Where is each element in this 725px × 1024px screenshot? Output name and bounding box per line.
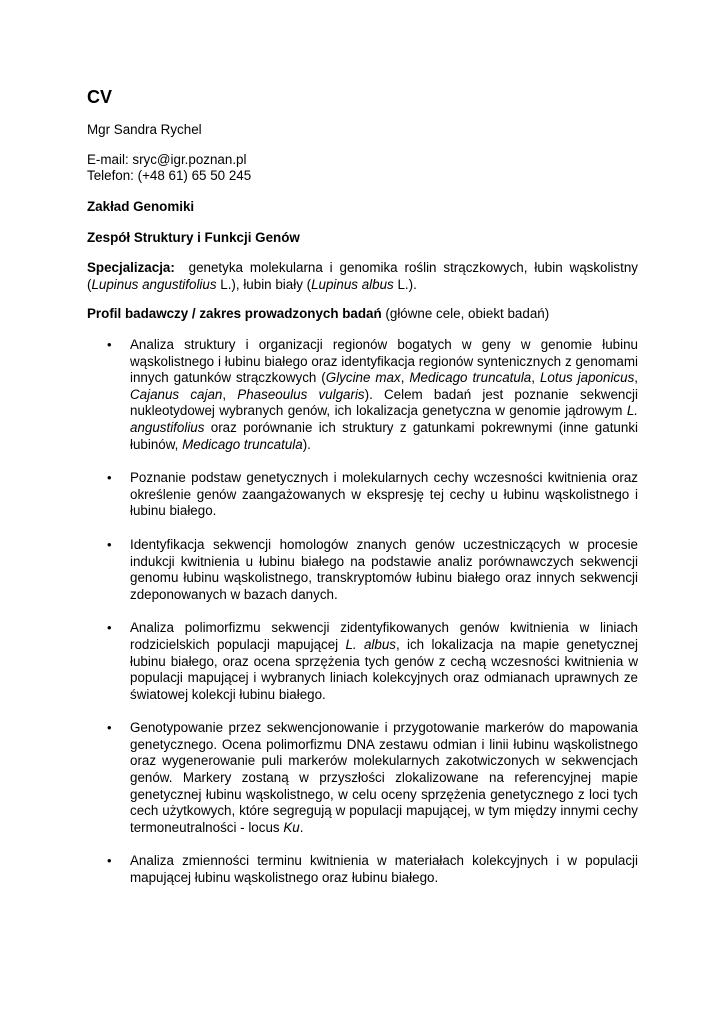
species-name: L. albus	[345, 636, 396, 652]
species-name: Ku	[283, 819, 300, 835]
profile-label: Profil badawczy / zakres prowadzonych badań	[87, 306, 382, 321]
page-title: CV	[87, 87, 113, 107]
bullet-text: Analiza polimorfizmu sekwencji zidentyfikowanych genów kwitnienia w liniach rodzicielskich populacji mapującej	[130, 620, 638, 652]
bullet-text: ).	[302, 436, 311, 452]
email-line: E-mail: sryc@igr.poznan.pl	[87, 152, 247, 167]
species-name: Lotus japonicus	[539, 370, 635, 386]
research-bullet-list	[87, 337, 638, 904]
list-item	[87, 337, 638, 453]
bullet-icon: •	[107, 470, 112, 486]
list-item	[87, 720, 638, 836]
list-item	[87, 537, 638, 603]
profile-note: (główne cele, obiekt badań)	[381, 306, 550, 321]
species-name: L. angustifolius	[130, 403, 638, 435]
person-name: Mgr Sandra Rychel	[87, 122, 202, 137]
bullet-text: .	[299, 819, 304, 835]
list-item	[87, 620, 638, 703]
bullet-icon: •	[107, 337, 112, 352]
bullet-text: Identyfikacja sekwencji homologów znanych genów uczestniczących w procesie indukcji kwitnienia u łubinu białego na podstawie analiz porównawczych sekwencji genomu łubinu wąskolistnego, transkryptomów łubinu białego oraz innych sekwencji zdeponowanych w bazach danych.	[130, 536, 638, 602]
team-heading: Zespół Struktury i Funkcji Genów	[87, 230, 300, 245]
species-name: Medicago truncatula	[409, 370, 532, 386]
department-heading: Zakład Genomiki	[87, 199, 195, 214]
bullet-icon: •	[107, 620, 112, 636]
species-name: Medicago truncatula	[182, 436, 303, 452]
bullet-text: Analiza struktury i organizacji regionów bogatych w geny w genomie łubinu wąskolistnego i łubinu białego oraz identyfikacja regionów syntenicznych z genomami innych gatunków strączkowych (	[130, 337, 638, 386]
bullet-text: Analiza zmienności terminu kwitnienia w materiałach kolekcyjnych i w populacji mapującej łubinu wąskolistnego oraz łubinu białego.	[130, 853, 638, 886]
bullet-text: ,	[634, 370, 638, 386]
bullet-icon: •	[107, 853, 112, 869]
specialization-paragraph	[87, 260, 638, 293]
species-name: Cajanus cajan	[130, 386, 223, 402]
specialization-species-2: Lupinus albus	[311, 276, 394, 292]
specialization-species-1: Lupinus angustifolius	[91, 276, 217, 292]
bullet-text: Poznanie podstaw genetycznych i molekularnych cechy wczesności kwitnienia oraz określenie genów zaangażowanych w ekspresję tej cechy u łubinu wąskolistnego i łubinu białego.	[130, 470, 638, 519]
list-item	[87, 470, 638, 520]
bullet-icon: •	[107, 720, 112, 736]
bullet-text: , ich lokalizacja na mapie genetycznej łubinu białego, oraz ocena sprzężenia tych genów z cechą wczesności kwitnienia w populacji mapującej i wybranych liniach kolekcyjnych oraz odmianach uprawnych ze światowej kolekcji łubinu białego.	[130, 636, 638, 702]
bullet-text: ,	[531, 370, 540, 386]
profile-heading	[87, 306, 549, 323]
specialization-text-3: L.).	[393, 276, 417, 292]
bullet-icon: •	[107, 536, 112, 552]
bullet-text: Genotypowanie przez sekwencjonowanie i przygotowanie markerów do mapowania genetycznego. Ocena polimorfizmu DNA zestawu odmian i linii łubinu wąskolistnego oraz wygenerowanie puli markerów molekularnych zakotwiczonych w sekwencjach genów. Markery zostaną w przyszłości zlokalizowane na referencyjnej mapie genetycznej łubinu wąskolistnego, w celu oceny sprzężenia genetycznego z loci tych cech użytkowych, które segregują w populacji mapującej, w tym między innymi cechy termoneutralności - locus	[130, 720, 638, 835]
bullet-text: oraz porównanie ich struktury z gatunkami pokrewnymi (inne gatunki łubinów,	[130, 419, 638, 452]
bullet-text: ,	[400, 370, 410, 386]
bullet-text: ). Celem badań jest poznanie sekwencji nukleotydowej wybranych genów, ich lokalizacja genetyczna w genomie jądrowym	[130, 386, 638, 419]
species-name: Glycine max	[325, 370, 401, 386]
specialization-text-1: genetyka molekularna i genomika roślin strączkowych, łubin wąskolistny (	[87, 260, 638, 292]
specialization-label: Specjalizacja:	[87, 260, 175, 275]
phone-line: Telefon: (+48 61) 65 50 245	[87, 168, 252, 183]
bullet-text: ,	[222, 386, 238, 402]
species-name: Phaseoulus vulgaris	[237, 386, 365, 402]
specialization-text-2: L.), łubin biały (	[216, 276, 312, 292]
list-item	[87, 853, 638, 886]
